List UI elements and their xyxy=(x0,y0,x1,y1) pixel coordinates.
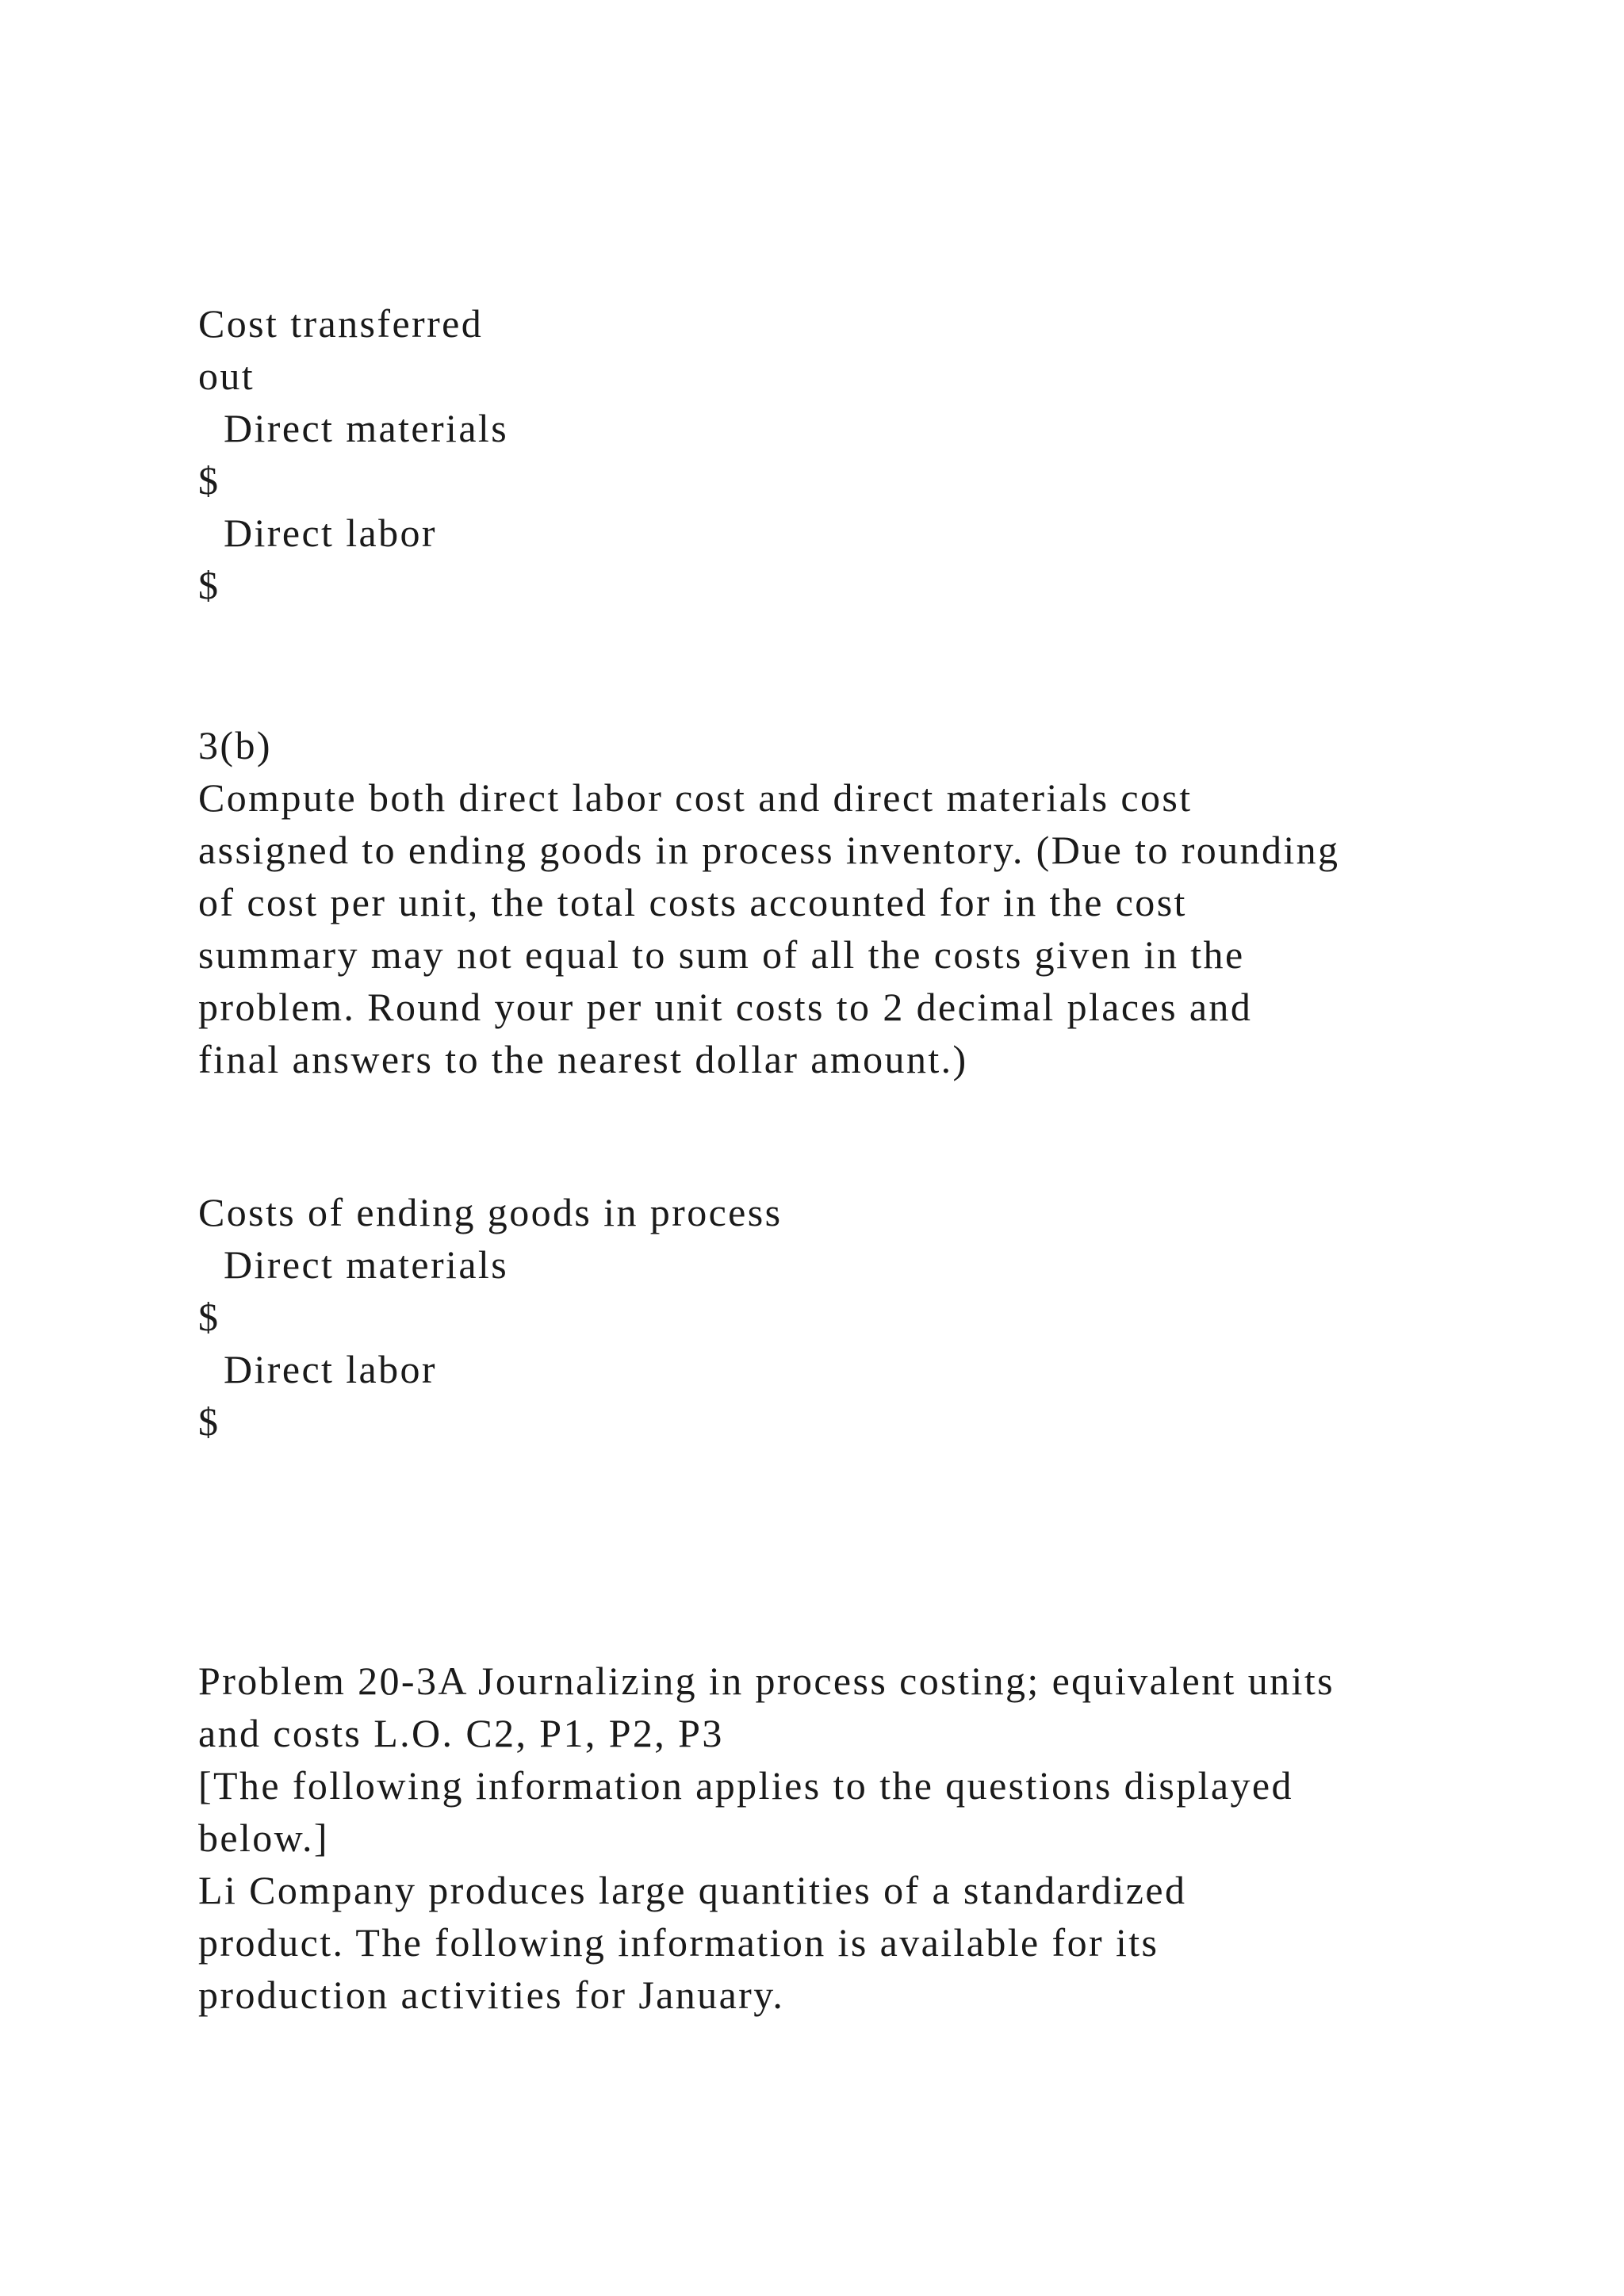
cost-transferred-heading-cont: out xyxy=(198,354,255,398)
instruction-line: Compute both direct labor cost and direct materials cost xyxy=(198,775,1193,820)
direct-materials-amount: $ xyxy=(198,1295,220,1339)
direct-labor-label: Direct labor xyxy=(224,1347,437,1391)
direct-labor-amount: $ xyxy=(198,563,220,607)
instruction-line: assigned to ending goods in process inventory. (Due to rounding xyxy=(198,828,1340,872)
problem-body: product. The following information is available for its xyxy=(198,1920,1159,1965)
direct-materials-label: Direct materials xyxy=(224,1242,509,1287)
instruction-line: summary may not equal to sum of all the costs given in the xyxy=(198,932,1245,977)
ending-goods-heading: Costs of ending goods in process xyxy=(198,1190,783,1234)
cost-transferred-heading: Cost transferred xyxy=(198,301,484,346)
instruction-line: of cost per unit, the total costs accounted for in the cost xyxy=(198,880,1187,924)
direct-materials-label: Direct materials xyxy=(224,406,509,450)
problem-section xyxy=(198,1655,1483,2021)
problem-note: [The following information applies to the questions displayed xyxy=(198,1763,1293,1808)
cost-transferred-section xyxy=(198,297,1483,611)
instruction-line: problem. Round your per unit costs to 2 decimal places and xyxy=(198,985,1253,1029)
direct-materials-amount: $ xyxy=(198,458,220,503)
ending-goods-section xyxy=(198,1186,1483,1448)
question-3b-section xyxy=(198,719,1483,1085)
problem-body: Li Company produces large quantities of a standardized xyxy=(198,1868,1187,1912)
problem-body: production activities for January. xyxy=(198,1973,785,2017)
problem-title: Problem 20-3A Journalizing in process costing; equivalent units xyxy=(198,1659,1335,1703)
direct-labor-amount: $ xyxy=(198,1399,220,1444)
question-label: 3(b) xyxy=(198,723,272,767)
problem-title: and costs L.O. C2, P1, P2, P3 xyxy=(198,1711,724,1755)
problem-note: below.] xyxy=(198,1816,329,1860)
instruction-line: final answers to the nearest dollar amount.) xyxy=(198,1037,968,1081)
direct-labor-label: Direct labor xyxy=(224,511,437,555)
